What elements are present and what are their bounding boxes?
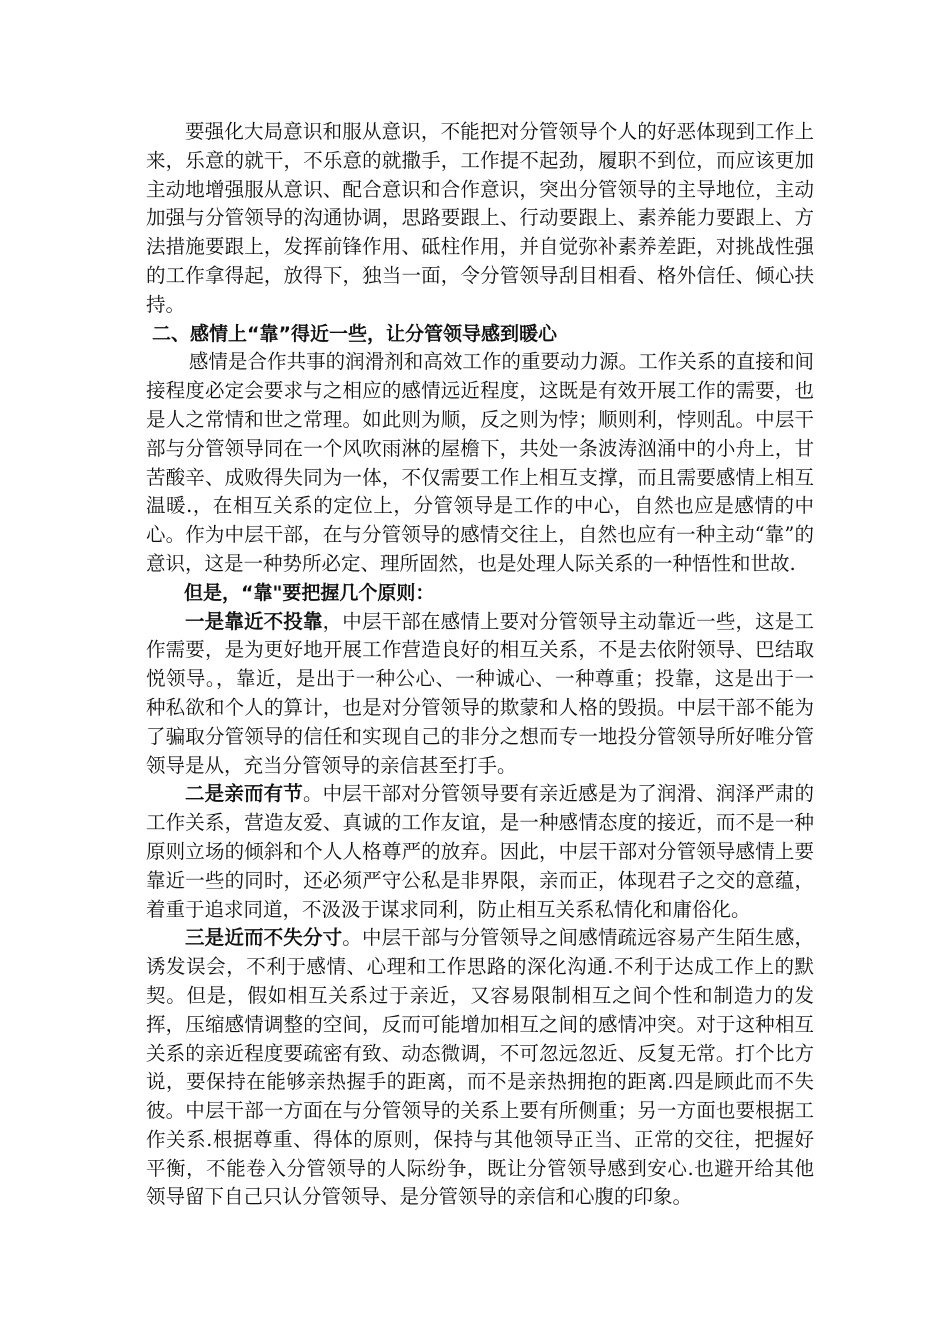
paragraph-emotion: 感情是合作共事的润滑剂和高效工作的重要动力源。工作关系的直接和间接程度必定会要求与之相应的感情远近程度，这既是有效开展工作的需要，也是人之常情和世之常理。如此则为顺，反之则为悖；顺则利，悖则乱。中层干部与分管领导同在一个风吹雨淋的屋檐下，共处一条波涛汹涌中的小舟上，甘苦酸辛、成败得失同为一体，不仅需要工作上相互支撑，而且需要感情上相互温暖.，在相互关系的定位上，分管领导是工作的中心，自然也应是感情的中心。作为中层干部，在与分管领导的感情交往上，自然也应有一种主动“靠”的意识，这是一种势所必定、理所固然，也是处理人际关系的一种悟性和世故. (146, 350, 814, 575)
principle-three-title: 三是近而不失分寸 (185, 926, 343, 950)
principle-three-text: 。中层干部与分管领导之间感情疏远容易产生陌生感，诱发误会，不利于感情、心理和工作思路的深化沟通.不利于达成工作上的默契。但是，假如相互关系过于亲近，又容易限制相互之间个性和制造力的发挥，压缩感情调整的空间，反而可能增加相互之间的感情冲突。对于这种相互关系的亲近程度要疏密有致、动态微调，不可忽远忽近、反复无常。打个比方说，要保持在能够亲热握手的距离，而不是亲热拥抱的距离.四是顾此而不失彼。中层干部一方面在与分管领导的关系上要有所侧重；另一方面也要根据工作关系.根据尊重、得体的原则，保持与其他领导正当、正常的交往，把握好平衡，不能卷入分管领导的人际纷争，既让分管领导感到安心.也避开给其他领导留下自己只认分管领导、是分管领导的亲信和心腹的印象。 (146, 926, 814, 1209)
principle-three (146, 924, 814, 1212)
paragraph-intro: 要强化大局意识和服从意识，不能把对分管领导个人的好恶体现到工作上来，乐意的就干，不乐意的就撒手，工作提不起劲，履职不到位，而应该更加主动地增强服从意识、配合意识和合作意识，突出分管领导的主导地位，主动加强与分管领导的沟通协调，思路要跟上、行动要跟上、素养能力要跟上、方法措施要跟上，发挥前锋作用、砥柱作用，并自觉弥补素养差距，对挑战性强的工作拿得起，放得下，独当一面，令分管领导刮目相看、格外信任、倾心扶持。 (146, 120, 814, 316)
principle-two-title: 二是亲而有节 (185, 782, 303, 806)
principle-two (146, 780, 814, 924)
principle-two-text: 。中层干部对分管领导要有亲近感是为了润滑、润泽严肃的工作关系，营造友爱、真诚的工作友谊，是一种感情态度的接近，而不是一种原则立场的倾斜和个人人格尊严的放弃。因此，中层干部对分管领导感情上要靠近一些的同时，还必须严守公私是非界限，亲而正，体现君子之交的意蕴，着重于追求同道，不汲汲于谋求同利，防止相互关系私情化和庸俗化。 (146, 782, 814, 921)
principle-one-text: ，中层干部在感情上要对分管领导主动靠近一些，这是工作需要，是为更好地开展工作营造良好的相互关系，不是去依附领导、巴结取悦领导。，靠近，是出于一种公心、一种诚心、一种尊重；投靠，这是出于一种私欲和个人的算计，也是对分管领导的欺蒙和人格的毁损。中层干部不能为了骗取分管领导的信任和实现自己的非分之想而专一地投分管领导所好唯分管领导是从，充当分管领导的亲信甚至打手。 (146, 609, 814, 777)
section-heading: 二、感情上“靠”得近一些，让分管领导感到暖心 (152, 322, 557, 345)
principle-one (146, 608, 814, 781)
principles-heading: 但是，“靠"要把握几个原则： (184, 581, 435, 604)
document-body (146, 118, 814, 1212)
principle-one-title: 一是靠近不投靠 (185, 609, 323, 633)
